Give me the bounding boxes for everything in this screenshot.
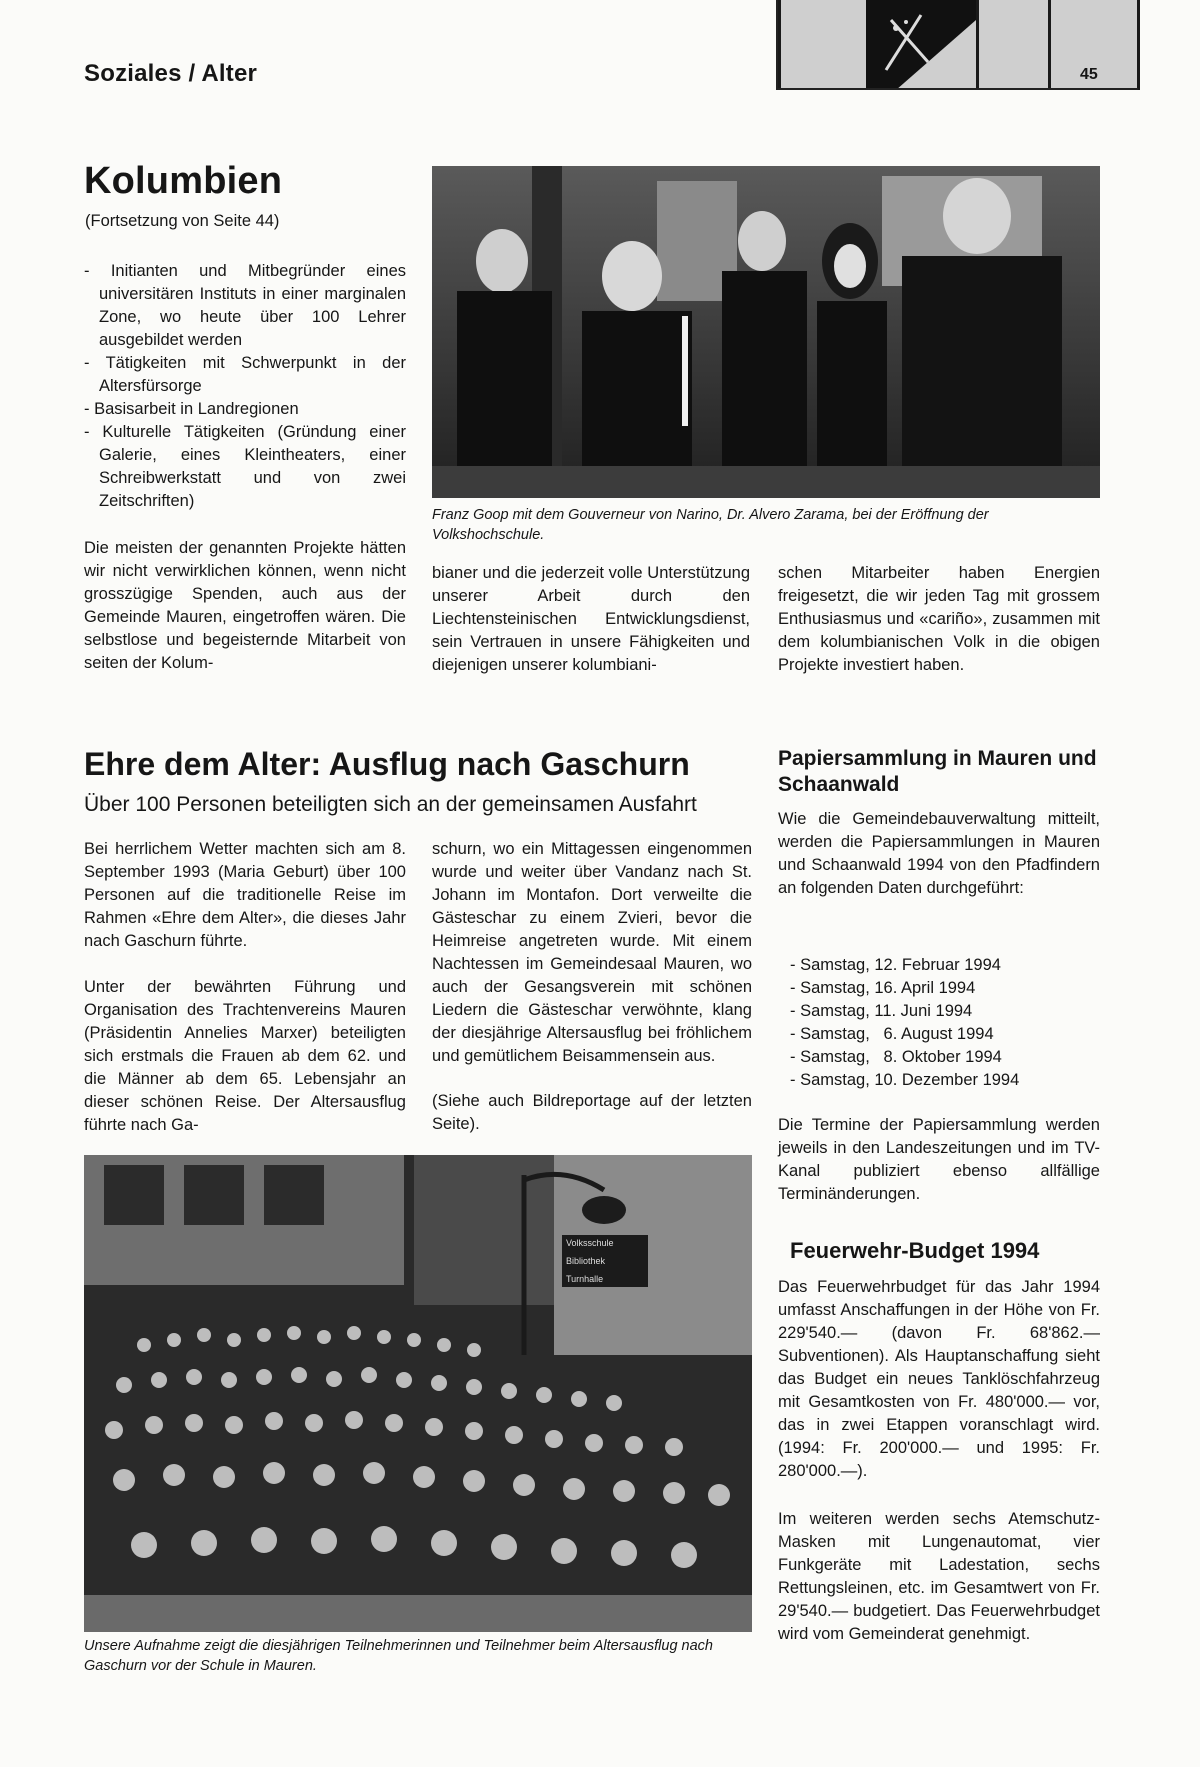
continuation-note: (Fortsetzung von Seite 44) [85,212,280,230]
crest-emblem-icon [866,0,976,90]
collection-dates [790,954,1100,1092]
ehre-paragraph-4: (Siehe auch Bildreportage auf der letzten Seite). [432,1092,752,1133]
article-title-feuerwehr: Feuerwehr-Budget 1994 [790,1238,1040,1263]
section-label: Soziales / Alter [84,60,258,87]
feuerwehr-paragraph-1: Das Feuerwehrbudget für das Jahr 1994 umfasst Anschaffungen in der Höhe von Fr. 229'540.— (davon Fr. 68'862.— Subventionen). Als Hauptanschaffung sieht das Budget ein neues Tanklöschfahrzeug mit Gesamtkosten von Fr. 480'000.— vor, das in zwei Etappen voranschlagt wird. (1994: Fr. 200'000.— und 1995: Fr. 280'000.—). [778,1278,1100,1480]
list-item: - Initianten und Mitbegründer eines universitären Instituts in einer marginalen Zone, wo heute über 100 Lehrer ausgebildet werden [84,262,406,349]
date-item: - Samstag, 8. Oktober 1994 [790,1048,1002,1066]
list-item: - Basisarbeit in Landregionen [84,400,299,418]
article-title-ehre-dem-alter: Ehre dem Alter: Ausflug nach Gaschurn [84,746,690,782]
date-item: - Samstag, 12. Februar 1994 [790,956,1001,974]
sign-line: Turnhalle [566,1274,604,1284]
kolumbien-paragraph-col1: Die meisten der genannten Projekte hätten wir nicht verwirklichen können, wenn nicht grosszügige Spenden, auch aus der Gemeinde Mauren, eingetroffen wären. Die selbstlose und begeisternde Mitarbeit von seiten der Kolum- [84,539,406,672]
date-item: - Samstag, 16. April 1994 [790,979,976,997]
header-bar [776,0,1140,90]
article-subtitle: Über 100 Personen beteiligten sich an der gemeinsamen Ausfahrt [84,793,697,816]
date-item: - Samstag, 10. Dezember 1994 [790,1071,1020,1089]
direction-sign [562,1235,648,1287]
date-item: - Samstag, 6. August 1994 [790,1025,994,1043]
papiersammlung-intro: Wie die Gemeindebauverwaltung mitteilt, werden die Papiersammlungen in Mauren und Schaanwald 1994 von den Pfadfindern an folgenden Daten durchgeführt: [778,810,1100,897]
photo-group-gaschurn [84,1155,752,1632]
photo-caption-gaschurn: Unsere Aufnahme zeigt die diesjährigen Teilnehmerinnen und Teilnehmer beim Altersausflug nach Gaschurn vor der Schule in Mauren. [84,1638,713,1674]
sign-line: Bibliothek [566,1256,606,1266]
ehre-paragraph-3: schurn, wo ein Mittagessen eingenommen wurde und weiter über Vandanz nach St. Johann im Montafon. Dort verweilte die Gästeschar zu einem Zvieri, bevor die Heimreise angetreten wurde. Mit einem Nachtessen im Gemeindesaal Mauren, wo auch der Gesangsverein mit schönen Liedern die Gästeschar verwöhnte, klang der diesjährige Altersausflug bei fröhlichem und gemütlichem Beisammensein aus. [432,840,752,1065]
sign-line: Volksschule [566,1238,614,1248]
article-title-papiersammlung: Papiersammlung in Mauren und Schaanwald [778,747,1097,796]
papiersammlung-outro: Die Termine der Papiersammlung werden jeweils in den Landeszeitungen und im TV-Kanal publiziert ebenso allfällige Terminänderungen. [778,1116,1100,1203]
header-rule [776,88,1138,90]
list-item: - Tätigkeiten mit Schwerpunkt in der Altersfürsorge [84,354,406,395]
photo-goop-governor [432,166,1100,498]
kolumbien-paragraph-col2: bianer und die jederzeit volle Unterstützung unserer Arbeit durch den Liechtensteinischen Entwicklungsdienst, sein Vertrauen in unsere Fähigkeiten und diejenigen unserer kolumbiani- [432,564,750,674]
ehre-paragraph-2: Unter der bewährten Führung und Organisation des Trachtenvereins Mauren (Präsidentin Annelies Marxer) beteiligten sich erstmals die Frauen ab dem 62. und die Männer ab dem 65. Lebensjahr an dieser schönen Reise. Der Altersausflug führte nach Ga- [84,978,406,1134]
kolumbien-paragraph-col3: schen Mitarbeiter haben Energien freigesetzt, die wir jeden Tag mit grossem Enthusiasmus und «cariño», zusammen mit dem kolumbianischen Volk in die obigen Projekte investiert haben. [778,564,1100,674]
article-title-kolumbien: Kolumbien [84,160,283,202]
date-item: - Samstag, 11. Juni 1994 [790,1002,973,1020]
page-number: 45 [1080,66,1098,83]
photo-caption-kolumbien: Franz Goop mit dem Gouverneur von Narino, Dr. Alvero Zarama, bei der Eröffnung der Volkshochschule. [432,507,989,543]
feuerwehr-paragraph-2: Im weiteren werden sechs Atemschutz-Masken mit Lungenautomat, vier Funkgeräte mit Ladestation, sechs Rettungsleinen, etc. im Gesamtwert von Fr. 29'540.— budgetiert. Das Feuerwehrbudget wird vom Gemeinderat genehmigt. [778,1510,1100,1643]
list-item: - Kulturelle Tätigkeiten (Gründung einer Galerie, eines Kleintheaters, einer Schreibwerkstatt und von zwei Zeitschriften) [84,423,406,510]
project-list [84,260,406,513]
ehre-paragraph-1: Bei herrlichem Wetter machten sich am 8. September 1993 (Maria Geburt) über 100 Personen auf die traditionelle Reise im Rahmen «Ehre dem Alter», die dieses Jahr nach Gaschurn führte. [84,840,406,950]
